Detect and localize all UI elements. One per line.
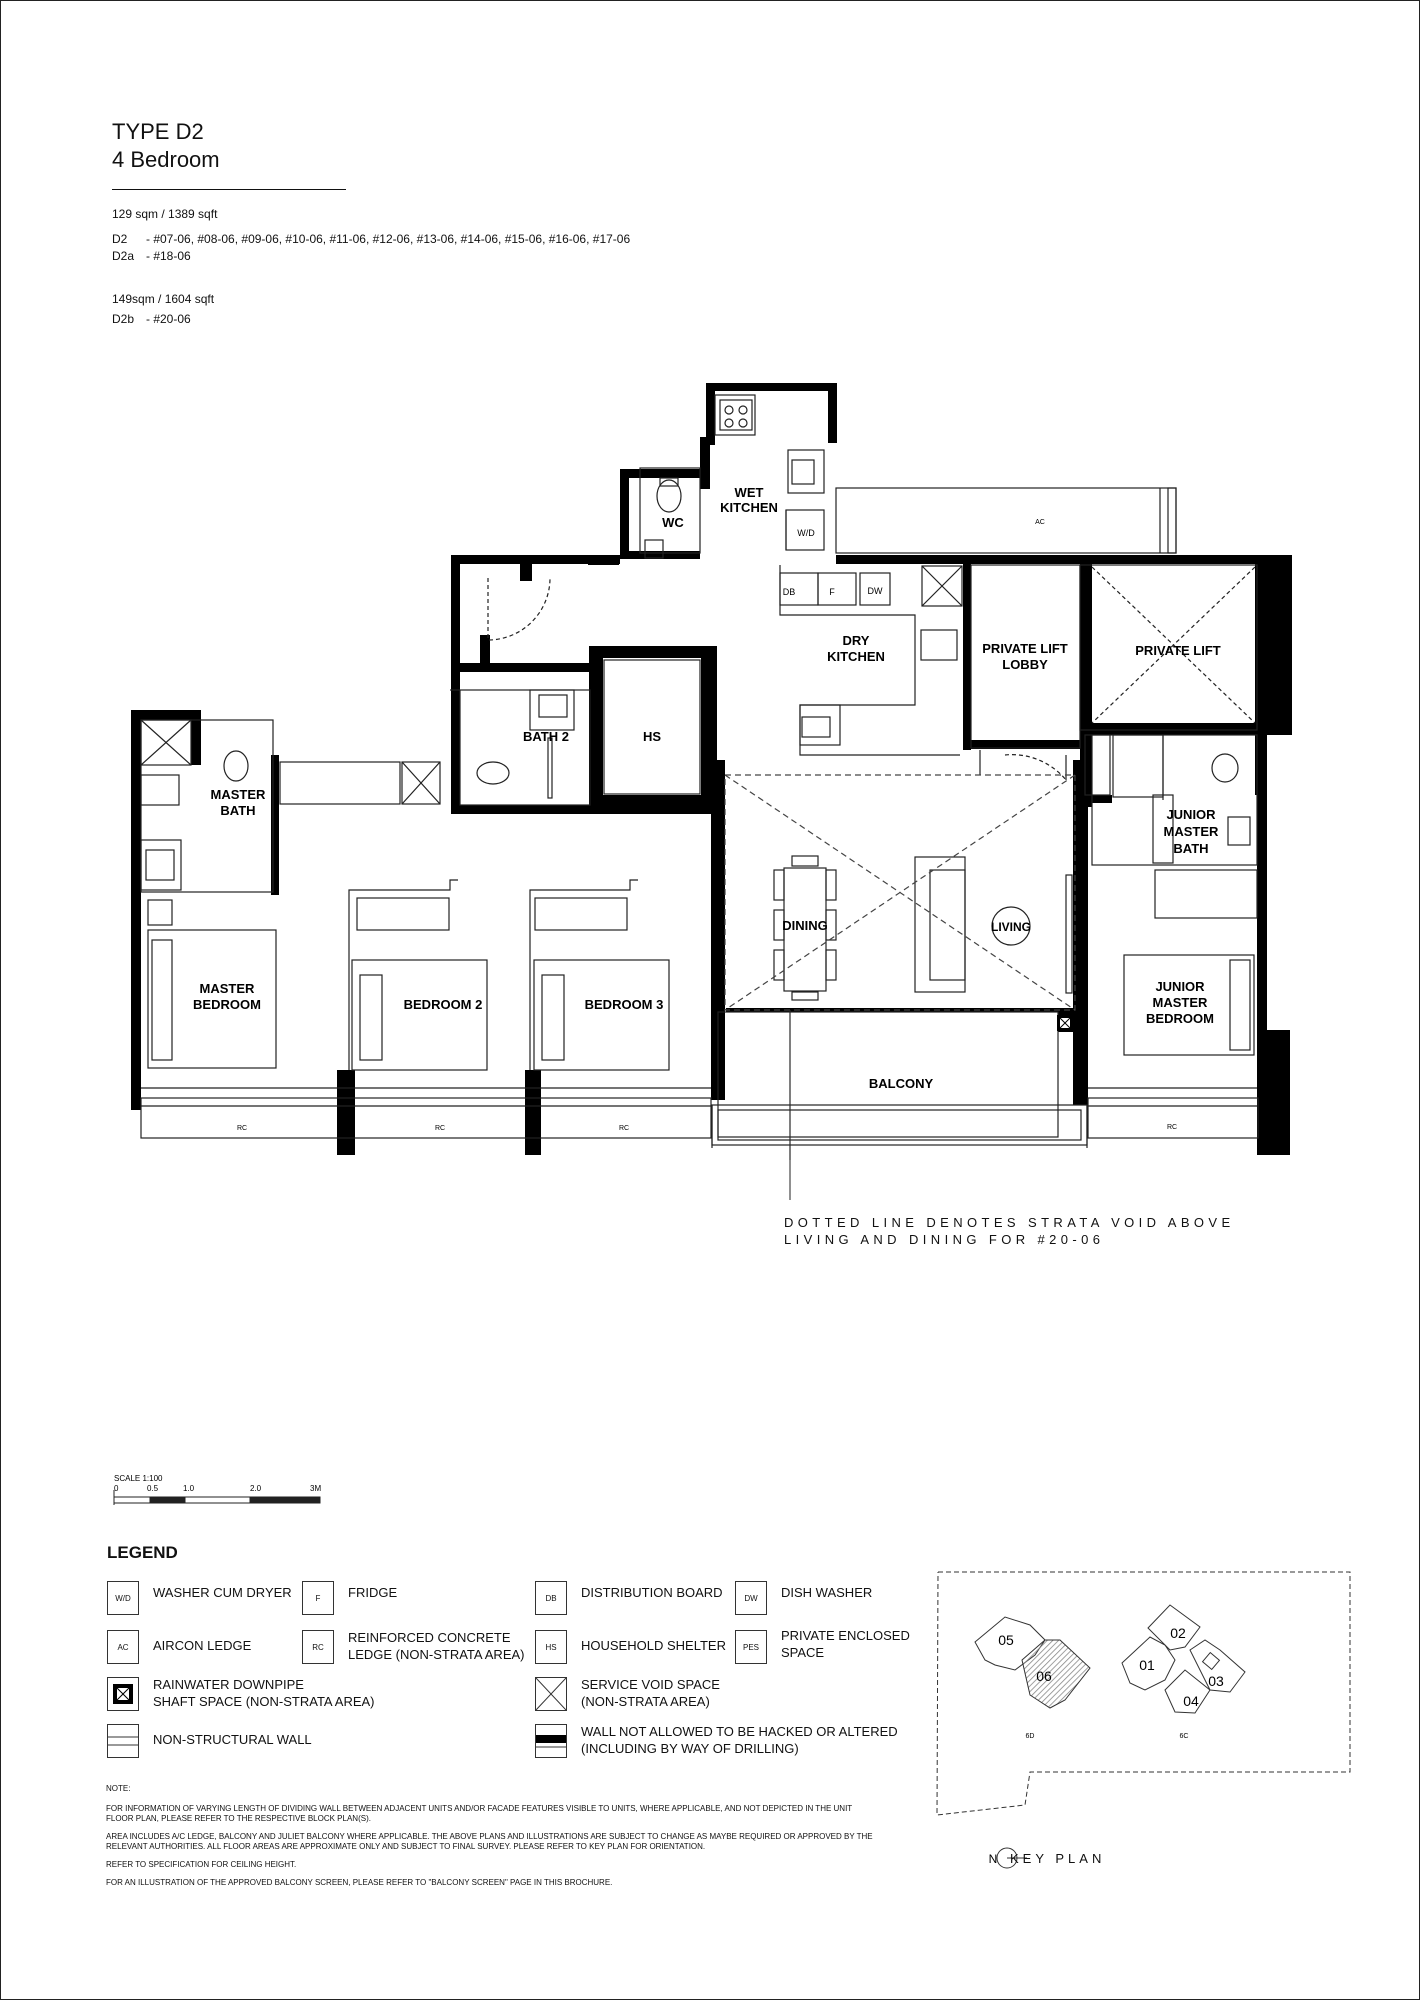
key-plan-label-06: 06 [1036, 1668, 1052, 1684]
scale-tick-2-0: 2.0 [250, 1484, 262, 1493]
room-label-db: DB [782, 587, 796, 597]
legend-symbol-non-structural-wall [107, 1724, 139, 1758]
room-label-dw: DW [867, 586, 883, 596]
legend-label-non-structural-wall: NON-STRUCTURAL WALL [153, 1732, 312, 1747]
legend-label-pes-1: PRIVATE ENCLOSED [781, 1628, 910, 1643]
room-label-rc-4: RC [1166, 1124, 1178, 1131]
room-label-jm-bedroom-1: JUNIOR [1155, 979, 1205, 994]
room-label-dining: DINING [782, 918, 828, 933]
room-label-bedroom-2: BEDROOM 2 [403, 997, 483, 1012]
note-1: FOR INFORMATION OF VARYING LENGTH OF DIVIDING WALL BETWEEN ADJACENT UNITS AND/OR FACADE FEATURES VISIBLE TO UNITS, WHERE APPLICABLE, AND NOT DEPICTED IN THE UNIT FLOOR PLAN, PLEASE REFER TO THE RESPECTIVE BLOCK PLAN(S). [106, 1804, 853, 1823]
unit-type-title: TYPE D2 [112, 119, 204, 144]
room-label-rc-3: RC [618, 1125, 630, 1132]
downpipe-icon [108, 1678, 138, 1710]
key-plan-block-6d: 6D [1025, 1733, 1035, 1740]
scale-tick-0: 0 [114, 1484, 119, 1493]
service-void-icon [536, 1678, 566, 1710]
legend-label-no-hack-wall-1: WALL NOT ALLOWED TO BE HACKED OR ALTERED [581, 1724, 898, 1739]
legend-symbol-dw: DW [735, 1581, 767, 1615]
unit-bedroom-subtitle: 4 Bedroom [112, 147, 220, 172]
strata-void-outline [725, 775, 1075, 1160]
legend-label-downpipe-2: SHAFT SPACE (NON-STRATA AREA) [153, 1694, 375, 1709]
room-label-wd: W/D [797, 528, 815, 538]
room-label-jm-bath-2: MASTER [1163, 824, 1219, 839]
room-label-rc-1: RC [236, 1125, 248, 1132]
room-label-wet-kitchen-1: WET [734, 485, 764, 500]
legend-symbol-rc: RC [302, 1630, 334, 1664]
unit-numbers-d2: - #07-06, #08-06, #09-06, #10-06, #11-06, #12-06, #13-06, #14-06, #15-06, #16-06, #17-06 [146, 232, 631, 246]
key-plan-boundary [937, 1572, 1350, 1815]
room-label-balcony: BALCONY [868, 1076, 934, 1091]
room-label-master-bath-2: BATH [220, 803, 256, 818]
note-3: REFER TO SPECIFICATION FOR CEILING HEIGHT. [106, 1860, 297, 1869]
legend-label-wd: WASHER CUM DRYER [153, 1585, 292, 1600]
legend-symbol-downpipe [107, 1677, 139, 1711]
room-label-master-bedroom-2: BEDROOM [193, 997, 261, 1012]
structural-walls [131, 383, 1292, 1155]
unit-numbers-d2a: - #18-06 [146, 249, 191, 263]
legend-label-rc-2: LEDGE (NON-STRATA AREA) [348, 1647, 525, 1662]
key-plan-label-03: 03 [1208, 1673, 1224, 1689]
room-label-master-bedroom-1: MASTER [199, 981, 255, 996]
scale-bar [114, 1490, 320, 1505]
no-hack-wall-icon [536, 1725, 566, 1757]
key-plan-label-02: 02 [1170, 1625, 1186, 1641]
scale-tick-3m: 3M [310, 1484, 322, 1493]
note-2: AREA INCLUDES A/C LEDGE, BALCONY AND JULIET BALCONY WHERE APPLICABLE. THE ABOVE PLANS AND ILLUSTRATIONS ARE SUBJECT TO CHANGE AS MAYBE REQUIRED OR APPROVED BY THE RELEVANT AUTHORITIES. ALL FLOOR AREAS ARE APPROXIMATE ONLY AND SUBJECT TO FINAL SURVEY. PLEASE REFER TO KEY PLAN FOR ORIENTATION. [106, 1832, 873, 1851]
legend-label-db: DISTRIBUTION BOARD [581, 1585, 723, 1600]
unit-code-d2b: D2b [112, 312, 135, 326]
scale-tick-1-0: 1.0 [183, 1484, 195, 1493]
key-plan-label-01: 01 [1139, 1657, 1155, 1673]
room-label-bath2: BATH 2 [523, 729, 569, 744]
legend-label-no-hack-wall-2: (INCLUDING BY WAY OF DRILLING) [581, 1741, 799, 1756]
legend-label-ac: AIRCON LEDGE [153, 1638, 252, 1653]
key-plan-unit-06 [1022, 1640, 1090, 1708]
room-label-jm-bath-3: BATH [1173, 841, 1209, 856]
notes-section [106, 1784, 876, 1896]
strata-void-note [784, 1214, 1235, 1248]
scale-bar-labels [114, 1474, 321, 1493]
room-label-dry-kitchen-1: DRY [842, 633, 870, 648]
legend-symbol-ac: AC [107, 1630, 139, 1664]
scale-tick-0-5: 0.5 [147, 1484, 159, 1493]
key-plan [937, 1572, 1350, 1868]
rainwater-downpipe [1057, 1015, 1073, 1031]
legend-symbol-f: F [302, 1581, 334, 1615]
room-label-private-lift: PRIVATE LIFT [1135, 643, 1221, 658]
legend-symbol-pes: PES [735, 1630, 767, 1664]
room-label-master-bath-1: MASTER [210, 787, 266, 802]
legend-label-no-hack-wall [581, 1723, 898, 1757]
legend-title: LEGEND [107, 1543, 178, 1562]
unit-code-d2a: D2a [112, 249, 135, 263]
room-label-hs: HS [642, 729, 662, 744]
strata-void-note-line2: LIVING AND DINING FOR #20-06 [784, 1232, 1105, 1247]
legend-symbol-service-void [535, 1677, 567, 1711]
notes-heading: NOTE: [106, 1784, 131, 1793]
legend-label-pes [781, 1627, 910, 1661]
non-structural-wall-icon [108, 1725, 138, 1757]
room-label-ac: AC [1035, 519, 1045, 526]
unit-area-1: 129 sqm / 1389 sqft [112, 207, 218, 221]
room-label-rc-2: RC [434, 1125, 446, 1132]
room-label-f: F [829, 587, 835, 597]
legend-label-rc [348, 1629, 525, 1663]
legend-label-downpipe-1: RAINWATER DOWNPIPE [153, 1677, 304, 1692]
legend-label-dw: DISH WASHER [781, 1585, 873, 1600]
legend-label-service-void-2: (NON-STRATA AREA) [581, 1694, 710, 1709]
unit-code-d2: D2 [112, 232, 128, 246]
legend-label-pes-2: SPACE [781, 1645, 825, 1660]
strata-void-note-line1: DOTTED LINE DENOTES STRATA VOID ABOVE [784, 1215, 1235, 1230]
key-plan-title: KEY PLAN [1010, 1851, 1106, 1866]
room-label-jm-bath-1: JUNIOR [1166, 807, 1216, 822]
legend-label-service-void [581, 1676, 720, 1710]
key-plan-label-04: 04 [1183, 1693, 1199, 1709]
legend-label-rc-1: REINFORCED CONCRETE [348, 1630, 511, 1645]
room-label-wc: WC [662, 515, 684, 530]
legend-label-f: FRIDGE [348, 1585, 398, 1600]
legend-label-service-void-1: SERVICE VOID SPACE [581, 1677, 720, 1692]
unit-area-2: 149sqm / 1604 sqft [112, 292, 215, 306]
note-4: FOR AN ILLUSTRATION OF THE APPROVED BALCONY SCREEN, PLEASE REFER TO "BALCONY SCREEN" PAGE IN THIS BROCHURE. [106, 1878, 613, 1887]
key-plan-north-label: N [988, 1852, 998, 1866]
legend-symbol-db: DB [535, 1581, 567, 1615]
legend-symbol-wd: W/D [107, 1581, 139, 1615]
room-label-dry-kitchen-2: KITCHEN [827, 649, 885, 664]
legend-symbol-no-hack-wall [535, 1724, 567, 1758]
legend-label-hs: HOUSEHOLD SHELTER [581, 1638, 726, 1653]
scale-label: SCALE 1:100 [114, 1474, 163, 1483]
room-label-jm-bedroom-3: BEDROOM [1146, 1011, 1214, 1026]
room-label-living: LIVING [990, 920, 1032, 934]
legend-symbol-hs: HS [535, 1630, 567, 1664]
room-label-wet-kitchen-2: KITCHEN [720, 500, 778, 515]
key-plan-label-05: 05 [998, 1632, 1014, 1648]
unit-numbers-d2b: - #20-06 [146, 312, 191, 326]
room-label-private-lift-lobby-2: LOBBY [1002, 657, 1048, 672]
key-plan-block-6c: 6C [1179, 1733, 1189, 1740]
room-label-private-lift-lobby-1: PRIVATE LIFT [982, 641, 1068, 656]
room-label-jm-bedroom-2: MASTER [1152, 995, 1208, 1010]
legend-label-downpipe [153, 1676, 375, 1710]
room-label-bedroom-3: BEDROOM 3 [584, 997, 664, 1012]
